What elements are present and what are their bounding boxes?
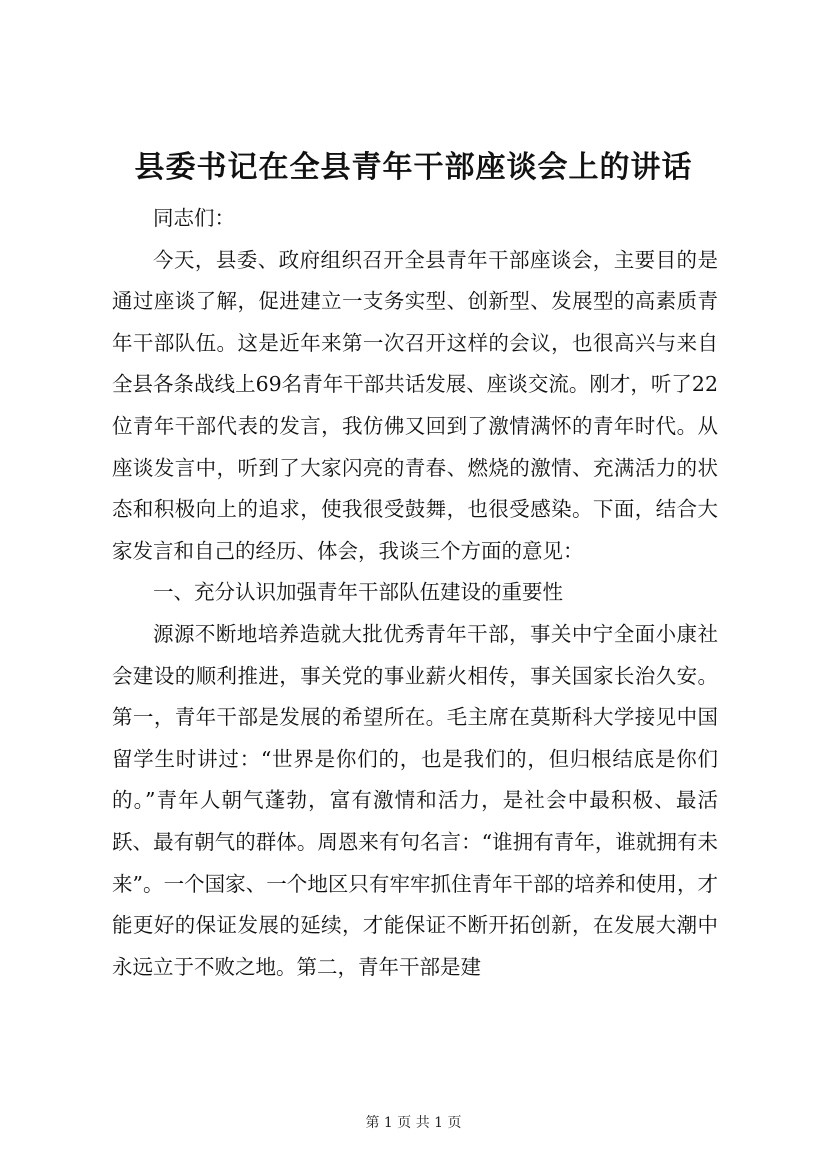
paragraph-intro: 今天，县委、政府组织召开全县青年干部座谈会，主要目的是通过座谈了解，促进建立一支务实型、创新型、发展型的高素质青年干部队伍。这是近年来第一次召开这样的会议，也很高兴与来自全县各条战线上69名青年干部共话发展、座谈交流。刚才，听了22位青年干部代表的发言，我仿佛又回到了激情满怀的青年时代。从座谈发言中，听到了大家闪亮的青春、燃烧的激情、充满活力的状态和积极向上的追求，使我很受鼓舞，也很受感染。下面，结合大家发言和自己的经历、体会，我谈三个方面的意见： [112,247,718,563]
salutation: 同志们： [153,206,235,230]
document-title: 县委书记在全县青年干部座谈会上的讲话 [134,150,693,185]
document-body [112,198,718,988]
paragraph-section-one: 源源不断地培养造就大批优秀青年干部，事关中宁全面小康社会建设的顺利推进，事关党的事业薪火相传，事关国家长治久安。第一，青年干部是发展的希望所在。毛主席在莫斯科大学接见中国留学生时讲过：“世界是你们的，也是我们的，但归根结底是你们的。”青年人朝气蓬勃，富有激情和活力，是社会中最积极、最活跃、最有朝气的群体。周恩来有句名言：“谁拥有青年，谁就拥有未来”。一个国家、一个地区只有牢牢抓住青年干部的培养和使用，才能更好的保证发展的延续，才能保证不断开拓创新，在发展大潮中永远立于不败之地。第二，青年干部是建 [112,621,718,979]
page-footer: 第 1 页 共 1 页 [365,1115,462,1131]
section-heading: 一、充分认识加强青年干部队伍建设的重要性 [153,580,563,605]
